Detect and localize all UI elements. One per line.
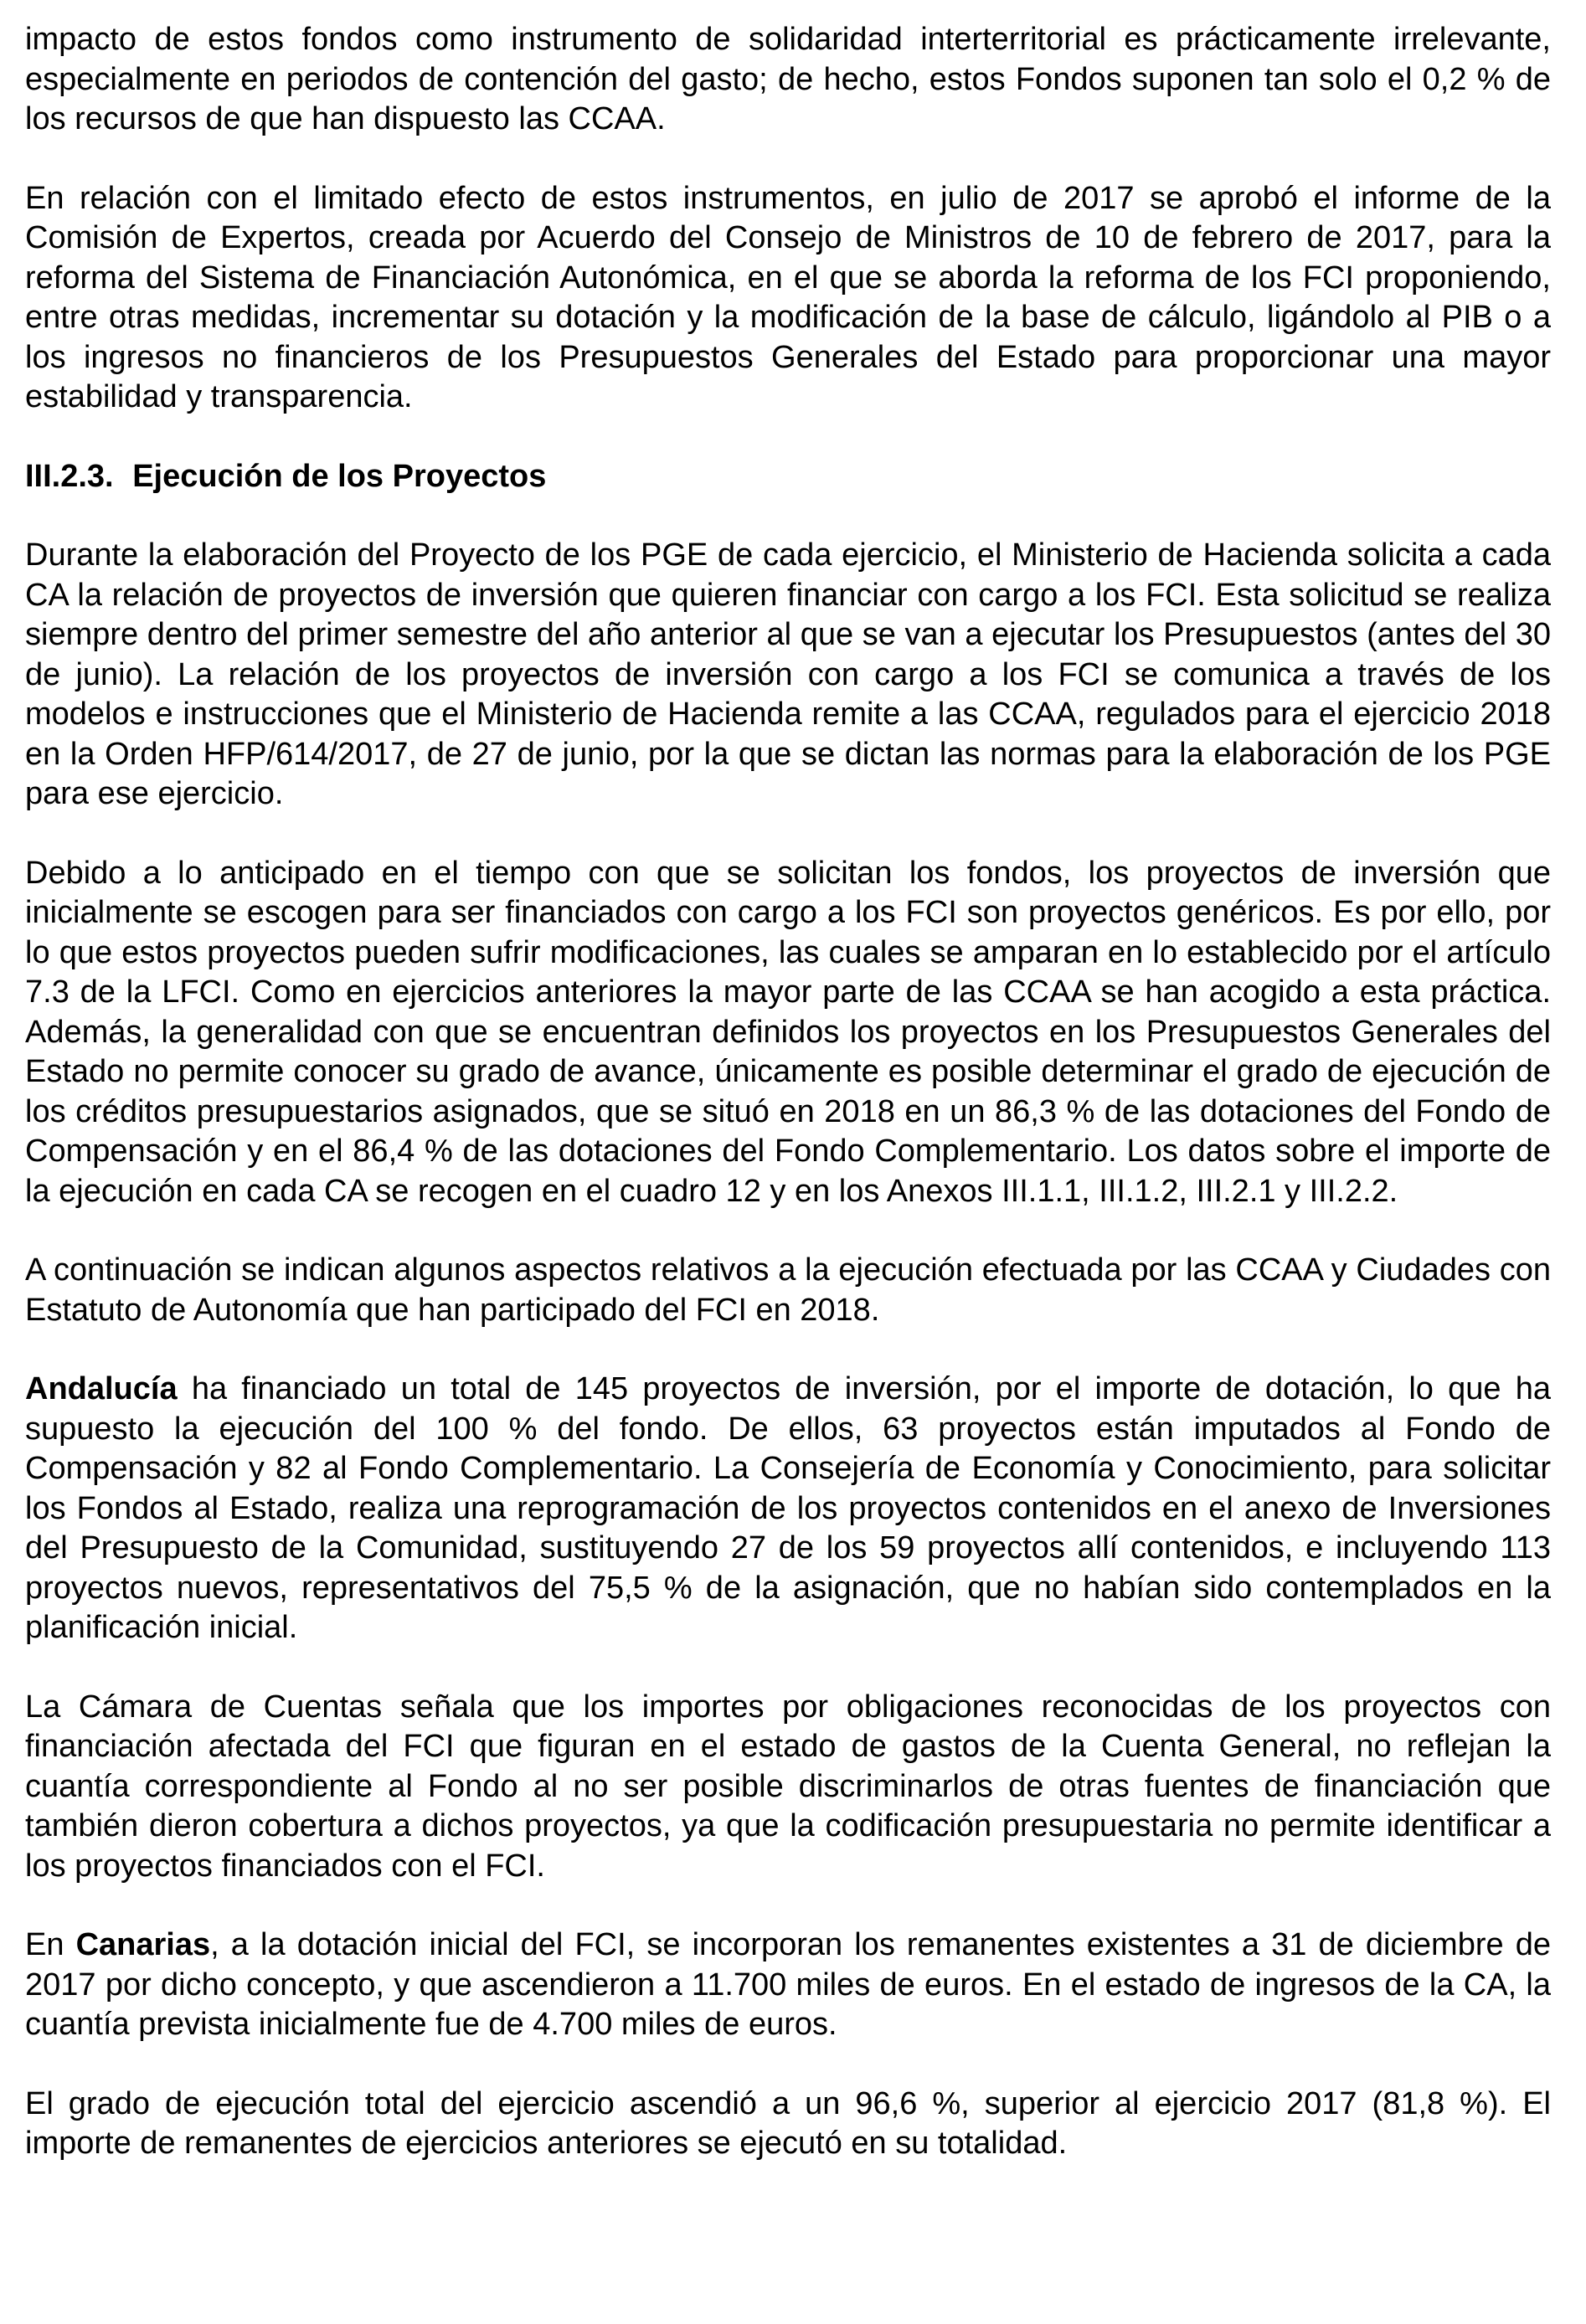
paragraph-canarias [25,1926,1551,2045]
document-page [25,20,1551,2164]
paragraph-introduction: A continuación se indican algunos aspectos relativos a la ejecución efectuada por las CCAA y Ciudades con Estatuto de Autonomía que han participado del FCI en 2018. [25,1252,1551,1328]
canarias-text: , a la dotación inicial del FCI, se incorporan los remanentes existentes a 31 de diciembre de 2017 por dicho concepto, y que ascendieron a 11.700 miles de euros. En el estado de ingresos de la CA, la cuantía prevista inicialmente fue de 4.700 miles de euros. [25,1927,1551,2042]
paragraph-andalucia [25,1370,1551,1648]
paragraph-camara-cuentas: La Cámara de Cuentas señala que los importes por obligaciones reconocidas de los proyectos con financiación afectada del FCI que figuran en el estado de gastos de la Cuenta General, no reflejan la cuantía correspondiente al Fondo al no ser posible discriminarlos de otras fuentes de financiación que también dieron cobertura a dichos proyectos, ya que la codificación presupuestaria no permite identificar a los proyectos financiados con el FCI. [25,1689,1551,1884]
region-name-canarias: Canarias [75,1927,211,1962]
section-number: III.2.3. [25,458,114,494]
andalucia-text: ha financiado un total de 145 proyectos de inversión, por el importe de dotación, lo que ha supuesto la ejecución del 100 % del fondo. De ellos, 63 proyectos están imputados al Fondo de Compensación y 82 al Fondo Complementario. La Consejería de Economía y Conocimiento, para solicitar los Fondos al Estado, realiza una reprogramación de los proyectos contenidos en el anexo de Inversiones del Presupuesto de la Comunidad, sustituyendo 27 de los 59 proyectos allí contenidos, e incluyendo 113 proyectos nuevos, representativos del 75,5 % de la asignación, que no habían sido contemplados en la planificación inicial. [25,1371,1551,1645]
paragraph-project-modifications: Debido a lo anticipado en el tiempo con que se solicitan los fondos, los proyectos de inversión que inicialmente se escogen para ser financiados con cargo a los FCI son proyectos genéricos. Es por ello, por lo que estos proyectos pueden sufrir modificaciones, las cuales se amparan en lo establecido por el artículo 7.3 de la LFCI. Como en ejercicios anteriores la mayor parte de las CCAA se han acogido a esta práctica. Además, la generalidad con que se encuentran definidos los proyectos en los Presupuestos Generales del Estado no permite conocer su grado de avance, únicamente es posible determinar el grado de ejecución de los créditos presupuestarios asignados, que se situó en 2018 en un 86,3 % de las dotaciones del Fondo de Compensación y en el 86,4 % de las dotaciones del Fondo Complementario. Los datos sobre el importe de la ejecución en cada CA se recogen en el cuadro 12 y en los Anexos III.1.1, III.1.2, III.2.1 y III.2.2. [25,855,1551,1209]
section-title: Ejecución de los Proyectos [132,458,547,494]
section-heading [25,457,1551,497]
paragraph-expert-commission: En relación con el limitado efecto de estos instrumentos, en julio de 2017 se aprobó el informe de la Comisión de Expertos, creada por Acuerdo del Consejo de Ministros de 10 de febrero de 2017, para la reforma del Sistema de Financiación Autonómica, en el que se aborda la reforma de los FCI proponiendo, entre otras medidas, incrementar su dotación y la modificación de la base de cálculo, ligándolo al PIB o a los ingresos no financieros de los Presupuestos Generales del Estado para proporcionar una mayor estabilidad y transparencia. [25,180,1551,414]
paragraph-pge-elaboration: Durante la elaboración del Proyecto de los PGE de cada ejercicio, el Ministerio de Hacienda solicita a cada CA la relación de proyectos de inversión que quieren financiar con cargo a los FCI. Esta solicitud se realiza siempre dentro del primer semestre del año anterior al que se van a ejecutar los Presupuestos (antes del 30 de junio). La relación de los proyectos de inversión con cargo a los FCI se comunica a través de los modelos e instrucciones que el Ministerio de Hacienda remite a las CCAA, regulados para el ejercicio 2018 en la Orden HFP/614/2017, de 27 de junio, por la que se dictan las normas para la elaboración de los PGE para ese ejercicio. [25,537,1551,811]
paragraph-execution-degree: El grado de ejecución total del ejercicio ascendió a un 96,6 %, superior al ejercicio 2017 (81,8 %). El importe de remanentes de ejercicios anteriores se ejecutó en su totalidad. [25,2085,1551,2161]
canarias-prefix: En [25,1927,76,1962]
region-name-andalucia: Andalucía [25,1371,178,1406]
paragraph-fci-impact: impacto de estos fondos como instrumento de solidaridad interterritorial es prácticamente irrelevante, especialmente en periodos de contención del gasto; de hecho, estos Fondos suponen tan solo el 0,2 % de los recursos de que han dispuesto las CCAA. [25,22,1551,136]
